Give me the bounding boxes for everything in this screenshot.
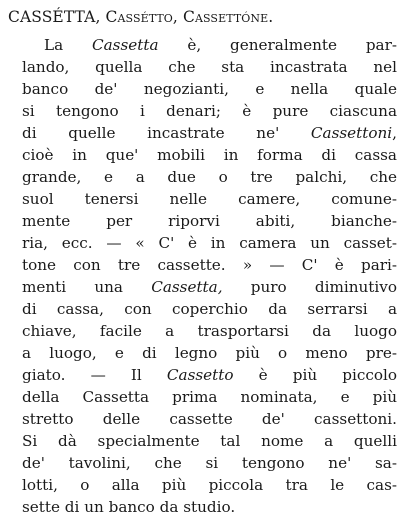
text-line (8, 364, 397, 386)
text-line (8, 276, 397, 298)
text-segment: sette di un banco da studio. (22, 498, 236, 516)
text-segment: chiave, facile a trasportarsi da luogo (22, 322, 397, 340)
text-line (8, 78, 397, 100)
text-line (8, 496, 397, 518)
text-line (8, 452, 397, 474)
text-segment: puro diminutivo (222, 278, 397, 296)
text-line (8, 298, 397, 320)
text-segment: lando, quella che sta incastrata nel (22, 58, 397, 76)
text-segment: La (44, 36, 92, 54)
italic-term: Cassettoni (310, 124, 393, 142)
text-segment: di cassa, con coperchio da serrarsi a (22, 300, 397, 318)
headword-cassettone: Cassettóne. (182, 8, 274, 26)
text-line (8, 56, 397, 78)
text-segment: ria, ecc. — « C' è in camera un casset- (22, 234, 397, 252)
entry-heading (8, 6, 397, 28)
text-line (8, 166, 397, 188)
text-line (8, 188, 397, 210)
italic-term: Cassetta (92, 36, 159, 54)
text-line (8, 386, 397, 408)
headword-cassetto: Cassétto, (105, 8, 178, 26)
text-line (8, 34, 397, 56)
text-line (8, 144, 397, 166)
text-segment: lotti, o alla più piccola tra le cas- (22, 476, 397, 494)
text-line (8, 232, 397, 254)
text-segment: de' tavolini, che si tengono ne' sa- (22, 454, 397, 472)
text-segment: tone con tre cassette. » — C' è pari- (22, 256, 397, 274)
text-segment: di quelle incastrate ne' (22, 124, 311, 142)
text-segment: cioè in que' mobili in forma di cassa (22, 146, 397, 164)
text-segment: banco de' negozianti, e nella quale (22, 80, 397, 98)
text-segment: stretto delle cassette de' cassettoni. (22, 410, 397, 428)
text-line (8, 320, 397, 342)
text-segment: grande, e a due o tre palchi, che (22, 168, 397, 186)
text-segment: è più piccolo (233, 366, 397, 384)
headword-cassetta: CASSÉTTA, (8, 8, 101, 26)
text-segment: suol tenersi nelle camere, comune- (22, 190, 397, 208)
text-line (8, 342, 397, 364)
text-line (8, 408, 397, 430)
text-segment: Si dà specialmente tal nome a quelli (22, 432, 397, 450)
text-line (8, 430, 397, 452)
text-line (8, 122, 397, 144)
text-segment: menti una (22, 278, 152, 296)
text-segment: si tengono i denari; è pure ciascuna (22, 102, 397, 120)
entry-body (8, 34, 397, 518)
text-segment: mente per riporvi abiti, bianche- (22, 212, 397, 230)
text-segment: è, generalmente par- (158, 36, 397, 54)
text-line (8, 100, 397, 122)
text-segment: , (392, 124, 397, 142)
text-segment: della Cassetta prima nominata, e più (22, 388, 397, 406)
text-line (8, 210, 397, 232)
italic-term: Cassetta, (151, 278, 223, 296)
italic-term: Cassetto (166, 366, 234, 384)
text-segment: a luogo, e di legno più o meno pre- (22, 344, 397, 362)
text-line (8, 254, 397, 276)
text-segment: giato. — Il (22, 366, 167, 384)
